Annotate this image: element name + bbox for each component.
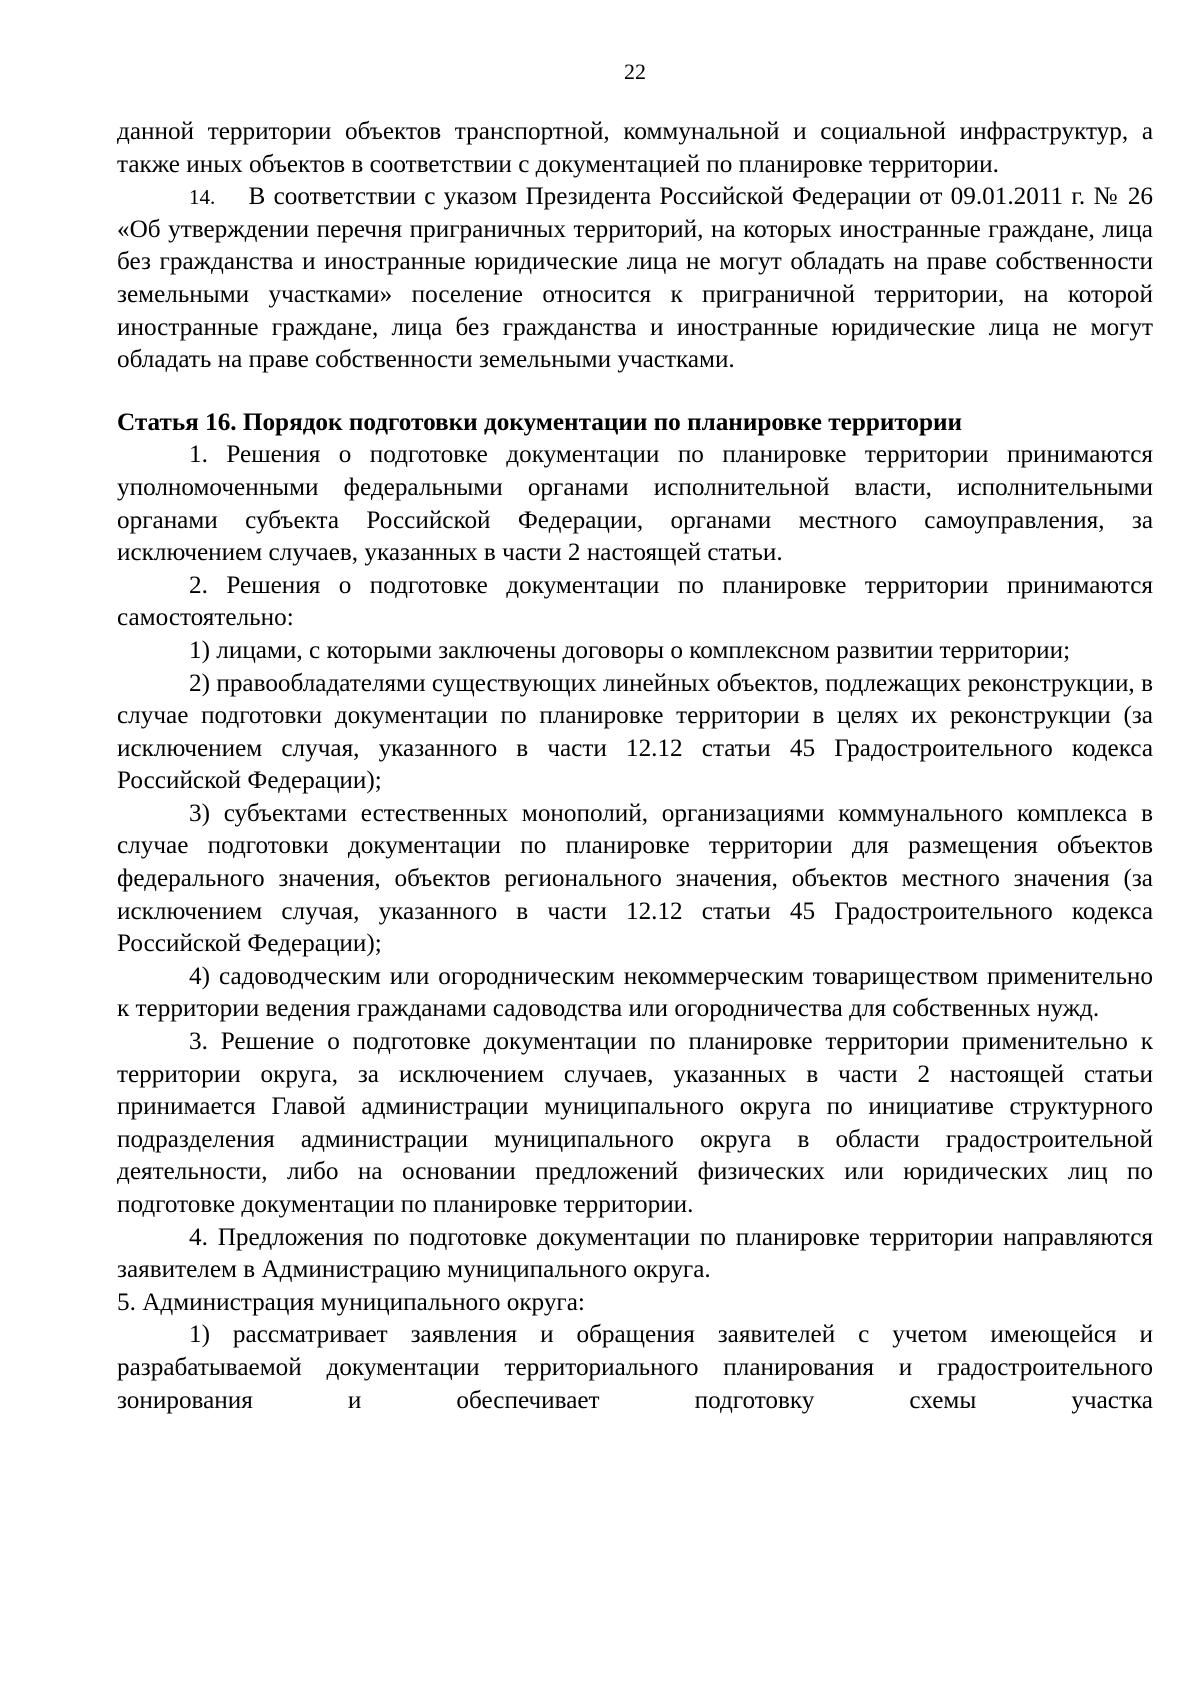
section-4: 4. Предложения по подготовке документации по планировке территории направляются заявителем в Администрацию муниципального округа. <box>117 1223 1153 1284</box>
article-heading: Статья 16. Порядок подготовки документации по планировке территории <box>117 408 963 436</box>
paragraph-14-text: В соответствии с указом Президента Российской Федерации от 09.01.2011 г. № 26 «Об утверждении перечня приграничных территорий, на которых иностранные граждане, лица без гражданства и иностранные юридические лица не могут обладать на праве собственности земельными участками» поселение относится к приграничной территории, на которой иностранные граждане, лица без гражданства и иностранные юридические лица не могут обладать на праве собственности земельными участками. <box>117 183 1154 374</box>
section-3: 3. Решение о подготовке документации по планировке территории применительно к территории округа, за исключением случаев, указанных в части 2 настоящей статьи принимается Главой администрации муниципального округа по инициативе структурного подразделения администрации муниципального округа в области градостроительной деятельности, либо на основании предложений физических или юридических лиц по подготовке документации по планировке территории. <box>117 1028 1153 1218</box>
section-5: 5. Администрация муниципального округа: <box>117 1288 585 1316</box>
section-2: 2. Решения о подготовке документации по планировке территории принимаются самостоятельно: <box>117 571 1153 632</box>
section-1: 1. Решения о подготовке документации по планировке территории принимаются уполномоченными федеральными органами исполнительной власти, исполнительными органами субъекта Российской Федерации, органами местного самоуправления, за исключением случаев, указанных в части 2 настоящей статьи. <box>117 441 1153 567</box>
section-2-item-1: 1) лицами, с которыми заключены договоры о комплексном развитии территории; <box>189 636 1071 664</box>
paragraph-14-number: 14. <box>189 185 216 210</box>
section-2-item-4: 4) садоводческим или огородническим некоммерческим товариществом применительно к территории ведения гражданами садоводства или огородничества для собственных нужд. <box>117 962 1153 1023</box>
section-2-item-2: 2) правообладателями существующих линейных объектов, подлежащих реконструкции, в случае подготовки документации по планировке территории в целях их реконструкции (за исключением случая, указанного в части 12.12 статьи 45 Градостроительного кодекса Российской Федерации); <box>117 669 1153 795</box>
document-body <box>117 116 1153 1417</box>
paragraph-continuation: данной территории объектов транспортной, коммунальной и социальной инфраструктур, а также иных объектов в соответствии с документацией по планировке территории. <box>117 118 1153 178</box>
paragraph-14 <box>117 181 1153 377</box>
page-number: 22 <box>624 59 646 84</box>
section-5-item-1: 1) рассматривает заявления и обращения заявителей с учетом имеющейся и разрабатываемой документации территориального планирования и градостроительного зонирования и обеспечивает подготовку схемы участка <box>117 1321 1153 1414</box>
section-2-item-3: 3) субъектами естественных монополий, организациями коммунального комплекса в случае подготовки документации по планировке территории для размещения объектов федерального значения, объектов регионального значения, объектов местного значения (за исключением случая, указанного в части 12.12 статьи 45 Градостроительного кодекса Российской Федерации); <box>117 799 1153 958</box>
